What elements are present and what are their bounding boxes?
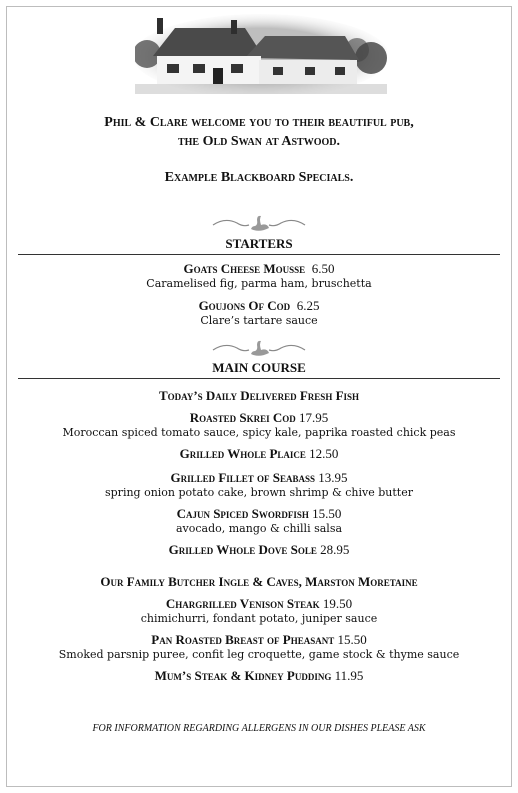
fish-section-header: Today’s Daily Delivered Fresh Fish <box>158 388 360 403</box>
starter-item <box>0 261 518 290</box>
item-name: Pan Roasted Breast of Pheasant <box>151 632 335 647</box>
main-item <box>0 506 518 535</box>
welcome-line-2: the Old Swan at Astwood. <box>177 134 341 149</box>
main-item <box>0 446 518 462</box>
item-price: 13.95 <box>318 470 348 485</box>
item-price: 15.50 <box>312 506 342 521</box>
item-desc: Moroccan spiced tomato sauce, spicy kale, paprika roasted chick peas <box>62 426 456 439</box>
main-course-heading: MAIN COURSE <box>18 360 500 379</box>
swan-ornament-icon <box>209 338 309 358</box>
item-name: Grilled Fillet of Seabass <box>170 470 316 485</box>
item-price: 15.50 <box>337 632 367 647</box>
item-name: Chargrilled Venison Steak <box>165 596 320 611</box>
item-price: 6.50 <box>311 261 335 276</box>
item-price: 11.95 <box>334 668 364 683</box>
welcome-text <box>0 113 518 151</box>
item-desc: chimichurri, fondant potato, juniper sauce <box>140 612 378 625</box>
item-name: Grilled Whole Dove Sole <box>168 542 317 557</box>
main-item <box>0 596 518 625</box>
item-name: Goujons Of Cod <box>198 298 291 313</box>
item-name: Grilled Whole Plaice <box>179 446 306 461</box>
item-desc: Smoked parsnip puree, confit leg croquette, game stock & thyme sauce <box>58 648 460 661</box>
welcome-line-1: Phil & Clare welcome you to their beautiful pub, <box>104 115 414 130</box>
item-name: Goats Cheese Mousse <box>183 261 306 276</box>
item-desc: Caramelised fig, parma ham, bruschetta <box>146 277 372 290</box>
item-price: 28.95 <box>320 542 350 557</box>
main-item <box>0 410 518 439</box>
item-price: 17.95 <box>299 410 329 425</box>
specials-title: Example Blackboard Specials. <box>164 170 354 185</box>
item-desc: Clare’s tartare sauce <box>200 314 318 327</box>
pub-illustration <box>135 14 387 94</box>
main-item <box>0 470 518 499</box>
main-item <box>0 542 518 558</box>
starter-item <box>0 298 518 327</box>
main-item <box>0 632 518 661</box>
item-price: 19.50 <box>322 596 353 611</box>
butcher-section-header: Our Family Butcher Ingle & Caves, Marston Moretaine <box>100 574 418 589</box>
swan-ornament-icon <box>209 213 309 233</box>
item-name: Mum’s Steak & Kidney Pudding <box>154 668 332 683</box>
main-item <box>0 668 518 684</box>
item-name: Roasted Skrei Cod <box>189 410 296 425</box>
item-desc: avocado, mango & chilli salsa <box>175 522 343 535</box>
allergen-note: FOR INFORMATION REGARDING ALLERGENS IN OUR DISHES PLEASE ASK <box>92 723 426 734</box>
item-price: 6.25 <box>296 298 320 313</box>
starters-heading: STARTERS <box>18 236 500 255</box>
item-name: Cajun Spiced Swordfish <box>176 506 309 521</box>
item-desc: spring onion potato cake, brown shrimp & chive butter <box>105 486 413 499</box>
item-price: 12.50 <box>309 446 339 461</box>
